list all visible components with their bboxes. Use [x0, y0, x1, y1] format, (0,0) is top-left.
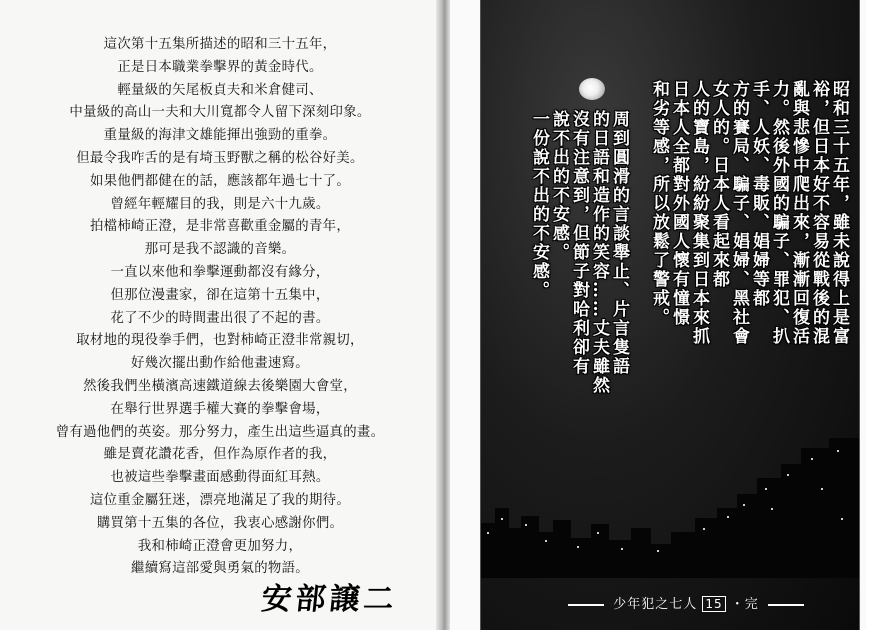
caption-column: 手、人妖、毒販、娼婦等都 [749, 80, 769, 308]
footer-dash [568, 604, 604, 606]
afterword-line: 曾有過他們的英姿。那分努力，產生出這些逼真的畫。 [55, 424, 385, 440]
caption-column: 人的寶島，紛紛聚集到日本來抓 [689, 80, 709, 346]
afterword-line: 好幾次擺出動作給他畫速寫。 [131, 356, 309, 372]
caption-column: 裕，但日本好不容易從戰後的混 [809, 80, 829, 346]
afterword-line: 這次第十五集所描述的昭和三十五年， [103, 37, 337, 52]
caption-column: 的日語和造作的笑容……丈夫雖然 [589, 110, 609, 395]
footer-end: ・完 [730, 597, 759, 612]
caption-column: 亂與悲慘中爬出來，漸漸回復活 [789, 80, 809, 346]
page-gutter [436, 0, 450, 630]
footer-volume-number: 15 [702, 596, 725, 612]
caption-column: 方的賽局、騙子、娼婦、黑社會 [729, 80, 749, 346]
footer-title: 少年犯之七人 [613, 597, 698, 612]
caption-column: 說不出的不安感。 [549, 110, 569, 262]
afterword-line: 在舉行世界選手權大賽的拳擊會場， [110, 401, 330, 417]
afterword-line: 拍檔柿崎正澄，是非常喜歡重金屬的青年， [89, 219, 351, 235]
caption-column: 昭和三十五年，雖未說得上是富 [829, 80, 849, 346]
volume-footer [521, 593, 851, 612]
afterword-text [20, 34, 420, 581]
afterword-line: 然後我們坐橫濱高速鐵道線去後樂園大會堂， [83, 378, 357, 394]
author-signature: 安部譲二 [259, 582, 400, 617]
caption-column: 女人的。日本人看起來都 [709, 80, 729, 289]
afterword-line: 取材地的現役拳手們，也對柿崎正澄非常親切， [76, 333, 364, 349]
afterword-line: 正是日本職業拳擊界的黃金時代。 [117, 59, 323, 75]
afterword-line: 如果他們都健在的話，應該都年過七十了。 [89, 173, 351, 189]
caption-column: 力。然後外國的騙子、罪犯、扒 [769, 80, 789, 346]
afterword-line: 中量級的高山一夫和大川寬都令人留下深刻印象。 [69, 105, 371, 121]
caption-column: 沒有注意到，但節子對哈利卻有 [569, 110, 589, 376]
afterword-line: 那可是我不認識的音樂。 [144, 242, 296, 258]
afterword-line: 花了不少的時間畫出很了不起的書。 [110, 310, 330, 326]
afterword-line: 重量級的海津文雄能揮出強勁的重拳。 [103, 128, 337, 144]
page-edge [866, 0, 880, 630]
caption-column: 一份說不出的不安感。 [529, 110, 549, 300]
afterword-line: 也被這些拳擊畫面感動得面紅耳熱。 [110, 470, 330, 486]
city-skyline-illustration [481, 428, 859, 578]
caption-column: 日本人全都對外國人懷有憧憬 [669, 80, 689, 327]
caption-column: 周到圓滑的言談舉止、片言隻語 [609, 110, 629, 376]
night-sky-illustration [480, 0, 860, 630]
afterword-line: 輕量級的矢尾板貞夫和米倉健司、 [117, 82, 323, 98]
afterword-line: 購買第十五集的各位，我衷心感謝你們。 [96, 515, 344, 531]
caption-column: 和劣等感，所以放鬆了警戒。 [649, 80, 669, 327]
afterword-line: 曾經年輕耀目的我，則是六十九歲。 [110, 196, 330, 212]
afterword-line: 但那位漫畫家，卻在這第十五集中， [110, 287, 330, 303]
afterword-line: 一直以來他和拳擊運動都沒有緣分， [110, 264, 330, 280]
moon-icon [579, 78, 605, 100]
afterword-line: 繼續寫這部愛與勇氣的物語。 [131, 561, 309, 577]
right-page [450, 0, 880, 630]
afterword-line: 但最令我咋舌的是有埼玉野獸之稱的松谷好美。 [76, 150, 364, 166]
afterword-line: 這位重金屬狂迷，漂亮地滿足了我的期待。 [89, 492, 351, 508]
afterword-line: 我和柿崎正澄會更加努力， [137, 538, 303, 554]
footer-dash [768, 604, 804, 606]
afterword-line: 雖是賣花讚花香，但作為原作者的我， [103, 447, 337, 463]
